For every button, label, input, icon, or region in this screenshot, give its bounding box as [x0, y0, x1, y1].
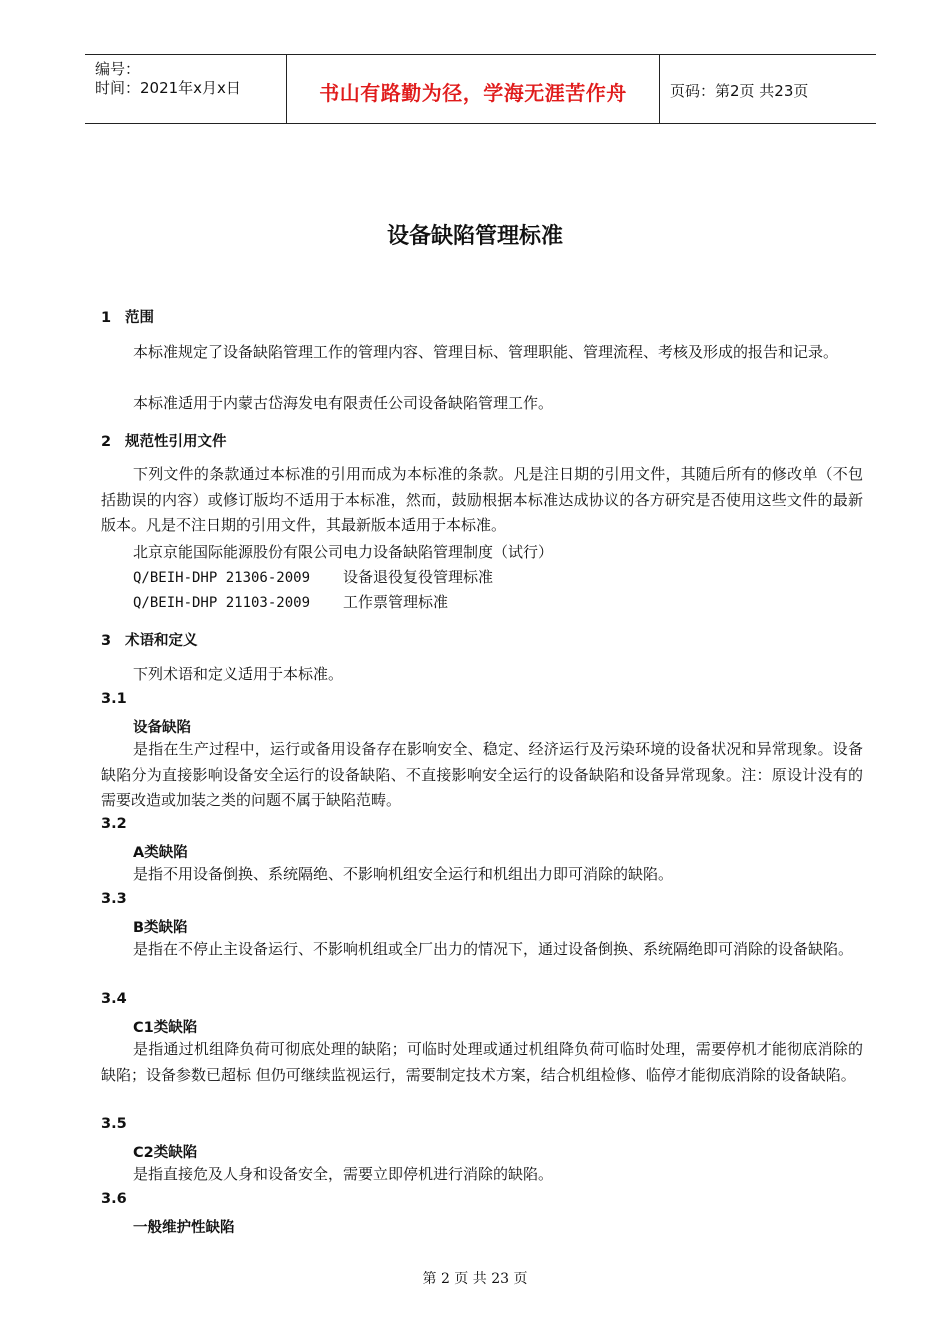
term-title: C1类缺陷 [133, 1020, 198, 1036]
term-definition: 是指不用设备倒换、系统隔绝、不影响机组安全运行和机组出力即可消除的缺陷。 [133, 865, 674, 883]
paragraph: 下列术语和定义适用于本标准。 [133, 665, 344, 683]
term-number: 3.3 [101, 891, 127, 907]
term-number: 3.5 [101, 1116, 127, 1132]
term-definition: 是指通过机组降负荷可彻底处理的缺陷；可临时处理或通过机组降负荷可临时处理，需要停机才能彻底消除的缺陷；设备参数已超标 但仍可继续监视运行，需要制定技术方案，结合机组检修、临停才能彻底消除的设备缺陷。 [101, 1040, 863, 1084]
reference-title: 设备退役复役管理标准 [343, 568, 494, 586]
reference-code: Q/BEIH-DHP 21103-2009 [133, 595, 311, 611]
header-number-label: 编号： [95, 60, 141, 78]
section-number: 3 [101, 633, 112, 649]
term-definition: 是指在生产过程中，运行或备用设备存在影响安全、稳定、经济运行及污染环境的设备状况和异常现象。设备缺陷分为直接影响设备安全运行的设备缺陷、不直接影响安全运行的设备缺陷和设备异常现象。注：原设计没有的需要改造或加装之类的问题不属于缺陷范畴。 [101, 740, 863, 809]
term-title: B类缺陷 [133, 920, 188, 936]
term-title: C2类缺陷 [133, 1145, 198, 1161]
header-info-cell [85, 55, 287, 123]
header-page-label: 页码：第2页 共23页 [670, 82, 809, 100]
term-definition: 是指在不停止主设备运行、不影响机组或全厂出力的情况下，通过设备倒换、系统隔绝即可消除的设备缺陷。 [133, 940, 854, 958]
section-1-heading [101, 306, 154, 327]
document-title: 设备缺陷管理标准 [386, 224, 563, 249]
term-number: 3.1 [101, 691, 127, 707]
reference-title: 工作票管理标准 [343, 593, 449, 611]
section-title: 术语和定义 [125, 633, 198, 649]
section-2-heading [101, 430, 227, 451]
reference-item [133, 591, 448, 612]
section-number: 2 [101, 434, 112, 450]
reference-code: Q/BEIH-DHP 21306-2009 [133, 570, 311, 586]
term-title: A类缺陷 [133, 845, 188, 861]
term-definition: 是指直接危及人身和设备安全，需要立即停机进行消除的缺陷。 [133, 1165, 554, 1183]
page-footer: 第 2 页 共 23 页 [422, 1271, 528, 1287]
header-time-label: 时间：2021年x月x日 [95, 79, 241, 97]
paragraph: 本标准规定了设备缺陷管理工作的管理内容、管理目标、管理职能、管理流程、考核及形成的报告和记录。 [133, 343, 839, 361]
section-title: 规范性引用文件 [125, 434, 227, 450]
paragraph: 本标准适用于内蒙古岱海发电有限责任公司设备缺陷管理工作。 [133, 394, 554, 412]
reference-item [133, 566, 493, 587]
term-number: 3.2 [101, 816, 127, 832]
header-motto: 书山有路勤为径，学海无涯苦作舟 [319, 81, 627, 105]
paragraph: 下列文件的条款通过本标准的引用而成为本标准的条款。凡是注日期的引用文件，其随后所有的修改单（不包括勘误的内容）或修订版均不适用于本标准，然而，鼓励根据本标准达成协议的各方研究是否使用这些文件的最新版本。凡是不注日期的引用文件，其最新版本适用于本标准。 [101, 465, 863, 534]
term-number: 3.6 [101, 1191, 127, 1207]
page-header [85, 54, 876, 124]
reference-item: 北京京能国际能源股份有限公司电力设备缺陷管理制度（试行） [133, 543, 554, 561]
section-3-heading [101, 629, 198, 650]
header-motto-cell [287, 55, 660, 123]
term-number: 3.4 [101, 991, 127, 1007]
section-number: 1 [101, 310, 112, 326]
section-title: 范围 [125, 310, 154, 326]
term-title: 设备缺陷 [133, 720, 191, 736]
header-page-cell [660, 55, 876, 123]
term-title: 一般维护性缺陷 [133, 1220, 235, 1236]
